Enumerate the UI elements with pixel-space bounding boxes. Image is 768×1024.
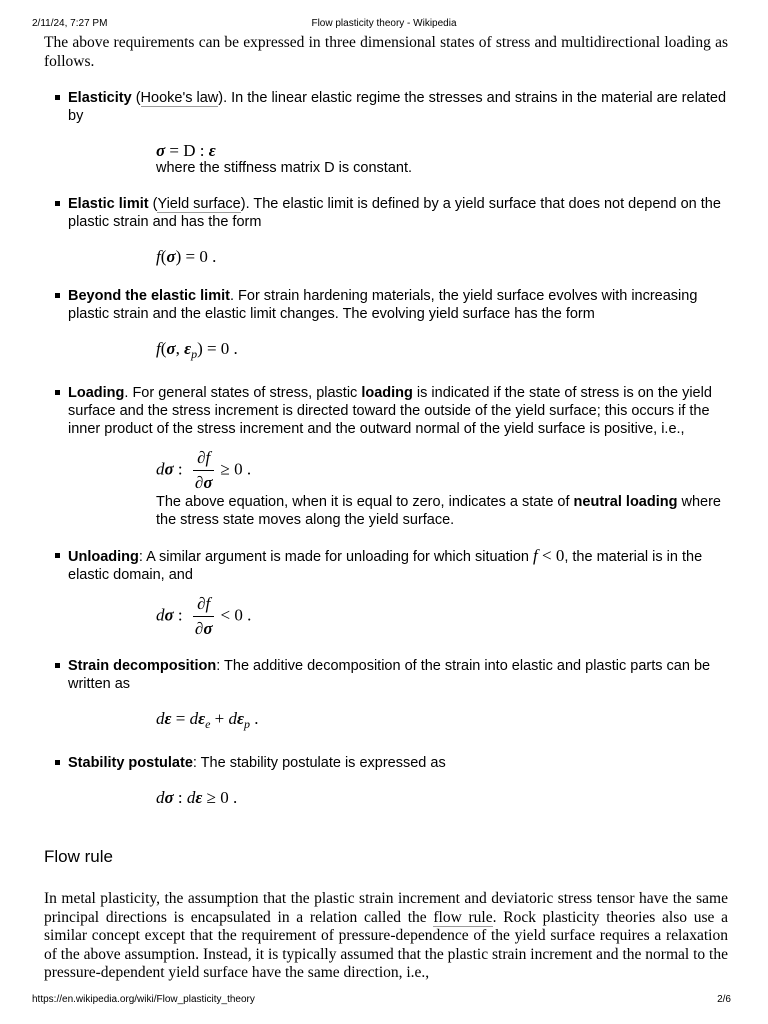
item-text: . In the linear elastic regime the stresses and strains in the material are related by (68, 90, 727, 124)
link-flow-rule[interactable]: flow rule (433, 908, 493, 926)
equation-loading: dσ : $\frac{\partial f}{\partial\sigma}$ ≥ 0 . (156, 448, 252, 492)
item-text: , the material is in the elastic domain, and (68, 549, 703, 583)
list-item-stability-postulate (44, 754, 728, 810)
term-beyond-elastic-limit: Beyond the elastic limit (68, 288, 230, 304)
term-stability-postulate: Stability postulate (68, 755, 193, 771)
item-text: . For strain hardening materials, the yield surface evolves with increasing plastic strain and the elastic limit changes. The evolving yield surface has the form (68, 288, 698, 322)
article-content (44, 34, 728, 983)
item-text: . For general states of stress, plastic (124, 385, 362, 401)
print-page-number: 2/6 (717, 994, 731, 1005)
equation-strain-decomposition: $d\varepsilon = d\varepsilon_e + d\varepsilon_p$ . (156, 709, 259, 731)
print-datetime: 2/11/24, 7:27 PM (32, 18, 108, 29)
inline-math-f-less-zero: f < 0 (533, 546, 565, 565)
equation-elasticity: σ = D : ε (156, 141, 216, 160)
term-strain-decomposition: Strain decomposition (68, 658, 217, 674)
term-loading: Loading (68, 385, 125, 401)
link-yield-surface[interactable]: Yield surface (157, 196, 241, 212)
term-elasticity: Elasticity (68, 90, 132, 106)
equation-yield-surface: f(σ) = 0 . (156, 247, 217, 266)
intro-paragraph: The above requirements can be expressed in three dimensional states of stress and multidirectional loading as follows. (44, 34, 728, 70)
section-heading-flow-rule: Flow rule (44, 847, 113, 866)
item-text: : A similar argument is made for unloading for which situation (138, 549, 534, 565)
requirements-list (44, 89, 728, 810)
item-text: is indicated if the state of stress is on the yield surface and the stress increment is directed toward the outside of the yield surface; this occurs if the inner product of the stress increment and the outward normal of the yield surface is positive, i.e., (68, 385, 712, 437)
list-item-elasticity: Elasticity (Hooke's law). In the linear elastic regime the stresses and strains in the material are related by σ = D : ε where the stiffness matrix D is constant. (44, 89, 728, 177)
term-unloading: Unloading (68, 549, 139, 565)
bullet-marker (55, 663, 60, 668)
print-page-title: Flow plasticity theory - Wikipedia (311, 18, 457, 29)
print-url: https://en.wikipedia.org/wiki/Flow_plasticity_theory (32, 994, 255, 1005)
list-item-strain-decomposition (44, 657, 728, 736)
list-item-beyond-elastic-limit (44, 287, 728, 366)
item-text: . The elastic limit is defined by a yield surface that does not depend on the plastic strain and has the form (68, 196, 721, 230)
print-footer (32, 994, 736, 1008)
bullet-marker (55, 201, 60, 206)
bullet-marker (55, 95, 60, 100)
bold-loading: loading (361, 385, 413, 401)
bullet-marker (55, 553, 60, 558)
list-item-unloading (44, 547, 728, 639)
list-item-elastic-limit: Elastic limit (Yield surface). The elastic limit is defined by a yield surface that does not depend on the plastic strain and has the form f(σ) = 0 . (44, 195, 728, 269)
bullet-marker (55, 293, 60, 298)
bullet-marker (55, 760, 60, 765)
equation-stability-postulate: dσ : dε ≥ 0 . (156, 788, 238, 807)
item-after-text: where the stiffness matrix D is constant. (156, 160, 413, 176)
item-text: : The additive decomposition of the strain into elastic and plastic parts can be written as (68, 658, 711, 692)
term-elastic-limit: Elastic limit (68, 196, 149, 212)
print-header (32, 18, 736, 32)
equation-evolving-yield-surface: f(σ, $\varepsilon_p) = 0$ . (156, 339, 238, 361)
link-hookes-law[interactable]: Hooke's law (140, 90, 219, 106)
list-item-loading (44, 384, 728, 529)
bullet-marker (55, 390, 60, 395)
bold-neutral-loading: neutral loading (573, 494, 678, 510)
equation-unloading: dσ : $\frac{\partial f}{\partial\sigma}$ < 0 . (156, 594, 252, 638)
item-text: : The stability postulate is expressed as (192, 755, 446, 771)
flow-rule-paragraph: In metal plasticity, the assumption that the plastic strain increment and deviatoric stress tensor have the same principal directions is encapsulated in a relation called the flow rule. Rock plasticity theories also use a similar concept except that the requirement of pressure-dependence of the yield surface requires a relaxation of the above assumption. Instead, it is typically assumed that the plastic strain increment and the normal to the pressure-dependent yield surface have the same direction, i.e., (44, 890, 728, 981)
item-after-text: The above equation, when it is equal to zero, indicates a state of neutral loading where the stress state moves along the yield surface. (156, 494, 721, 528)
